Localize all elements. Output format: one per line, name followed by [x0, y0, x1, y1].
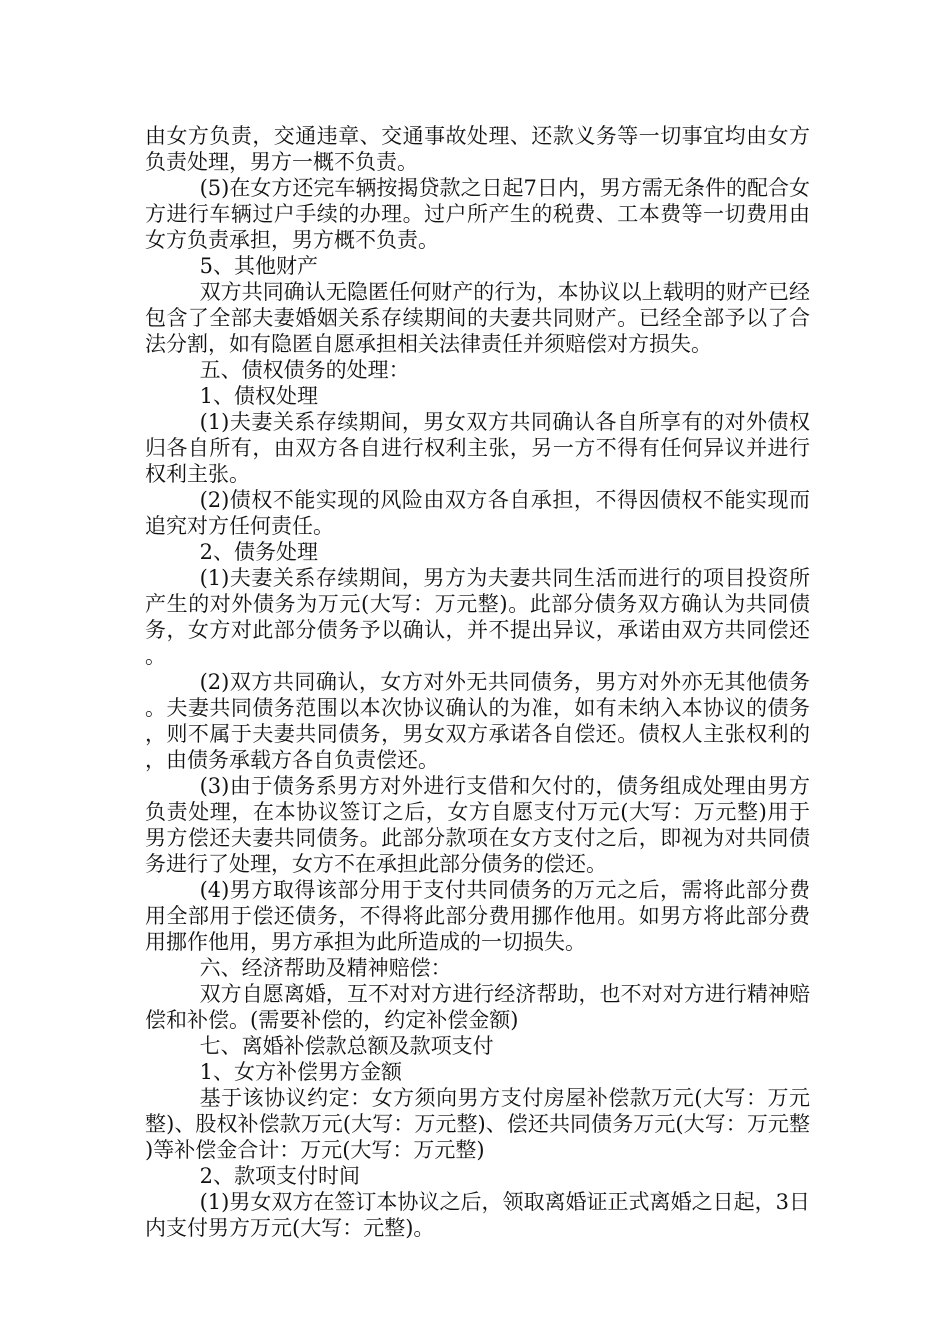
section-heading: 5、其他财产 [199, 254, 318, 278]
section-heading: 五、债权债务的处理： [199, 358, 410, 382]
section-heading: 1、债权处理 [199, 384, 318, 408]
paragraph: (1)夫妻关系存续期间，男女双方共同确认各自所享有的对外债权归各自所有，由双方各自进行权利主张，另一方不得有任何异议并进行权利主张。 [145, 410, 810, 486]
paragraph: (4)男方取得该部分用于支付共同债务的万元之后，需将此部分费用全部用于偿还债务，不得将此部分费用挪作他用。如男方将此部分费用挪作他用，男方承担为此所造成的一切损失。 [145, 878, 810, 954]
section-heading: 七、离婚补偿款总额及款项支付 [199, 1034, 494, 1058]
section-heading: 2、款项支付时间 [199, 1164, 360, 1188]
section-heading: 六、经济帮助及精神赔偿： [199, 956, 452, 980]
paragraph: 由女方负责，交通违章、交通事故处理、还款义务等一切事宜均由女方负责处理，男方一概不负责。 [145, 124, 810, 174]
paragraph: 双方共同确认无隐匿任何财产的行为，本协议以上载明的财产已经包含了全部夫妻婚姻关系存续期间的夫妻共同财产。已经全部予以了合法分割，如有隐匿自愿承担相关法律责任并须赔偿对方损失。 [145, 280, 810, 356]
section-heading: 2、债务处理 [199, 540, 318, 564]
paragraph: 基于该协议约定：女方须向男方支付房屋补偿款万元(大写：万元整)、股权补偿款万元(大写：万元整)、偿还共同债务万元(大写：万元整)等补偿金合计：万元(大写：万元整) [145, 1086, 810, 1162]
paragraph: 双方自愿离婚，互不对对方进行经济帮助，也不对对方进行精神赔偿和补偿。(需要补偿的，约定补偿金额) [145, 982, 810, 1032]
paragraph: (2)双方共同确认，女方对外无共同债务，男方对外亦无其他债务。夫妻共同债务范围以本次协议确认的为准，如有未纳入本协议的债务，则不属于夫妻共同债务，男女双方承诺各自偿还。债权人主张权利的，由债务承载方各自负责偿还。 [145, 670, 810, 772]
paragraph: (5)在女方还完车辆按揭贷款之日起7日内，男方需无条件的配合女方进行车辆过户手续的办理。过户所产生的税费、工本费等一切费用由女方负责承担，男方概不负责。 [145, 176, 810, 252]
paragraph: (1)男女双方在签订本协议之后，领取离婚证正式离婚之日起，3日内支付男方万元(大写：元整)。 [145, 1190, 810, 1240]
document-body [145, 123, 810, 1241]
section-heading: 1、女方补偿男方金额 [199, 1060, 402, 1084]
paragraph: (2)债权不能实现的风险由双方各自承担，不得因债权不能实现而追究对方任何责任。 [145, 488, 810, 538]
paragraph: (3)由于债务系男方对外进行支借和欠付的，债务组成处理由男方负责处理，在本协议签订之后，女方自愿支付万元(大写：万元整)用于男方偿还夫妻共同债务。此部分款项在女方支付之后，即视为对共同债务进行了处理，女方不在承担此部分债务的偿还。 [145, 774, 810, 876]
paragraph: (1)夫妻关系存续期间，男方为夫妻共同生活而进行的项目投资所产生的对外债务为万元(大写：万元整)。此部分债务双方确认为共同债务，女方对此部分债务予以确认，并不提出异议，承诺由双方共同偿还。 [145, 566, 810, 668]
